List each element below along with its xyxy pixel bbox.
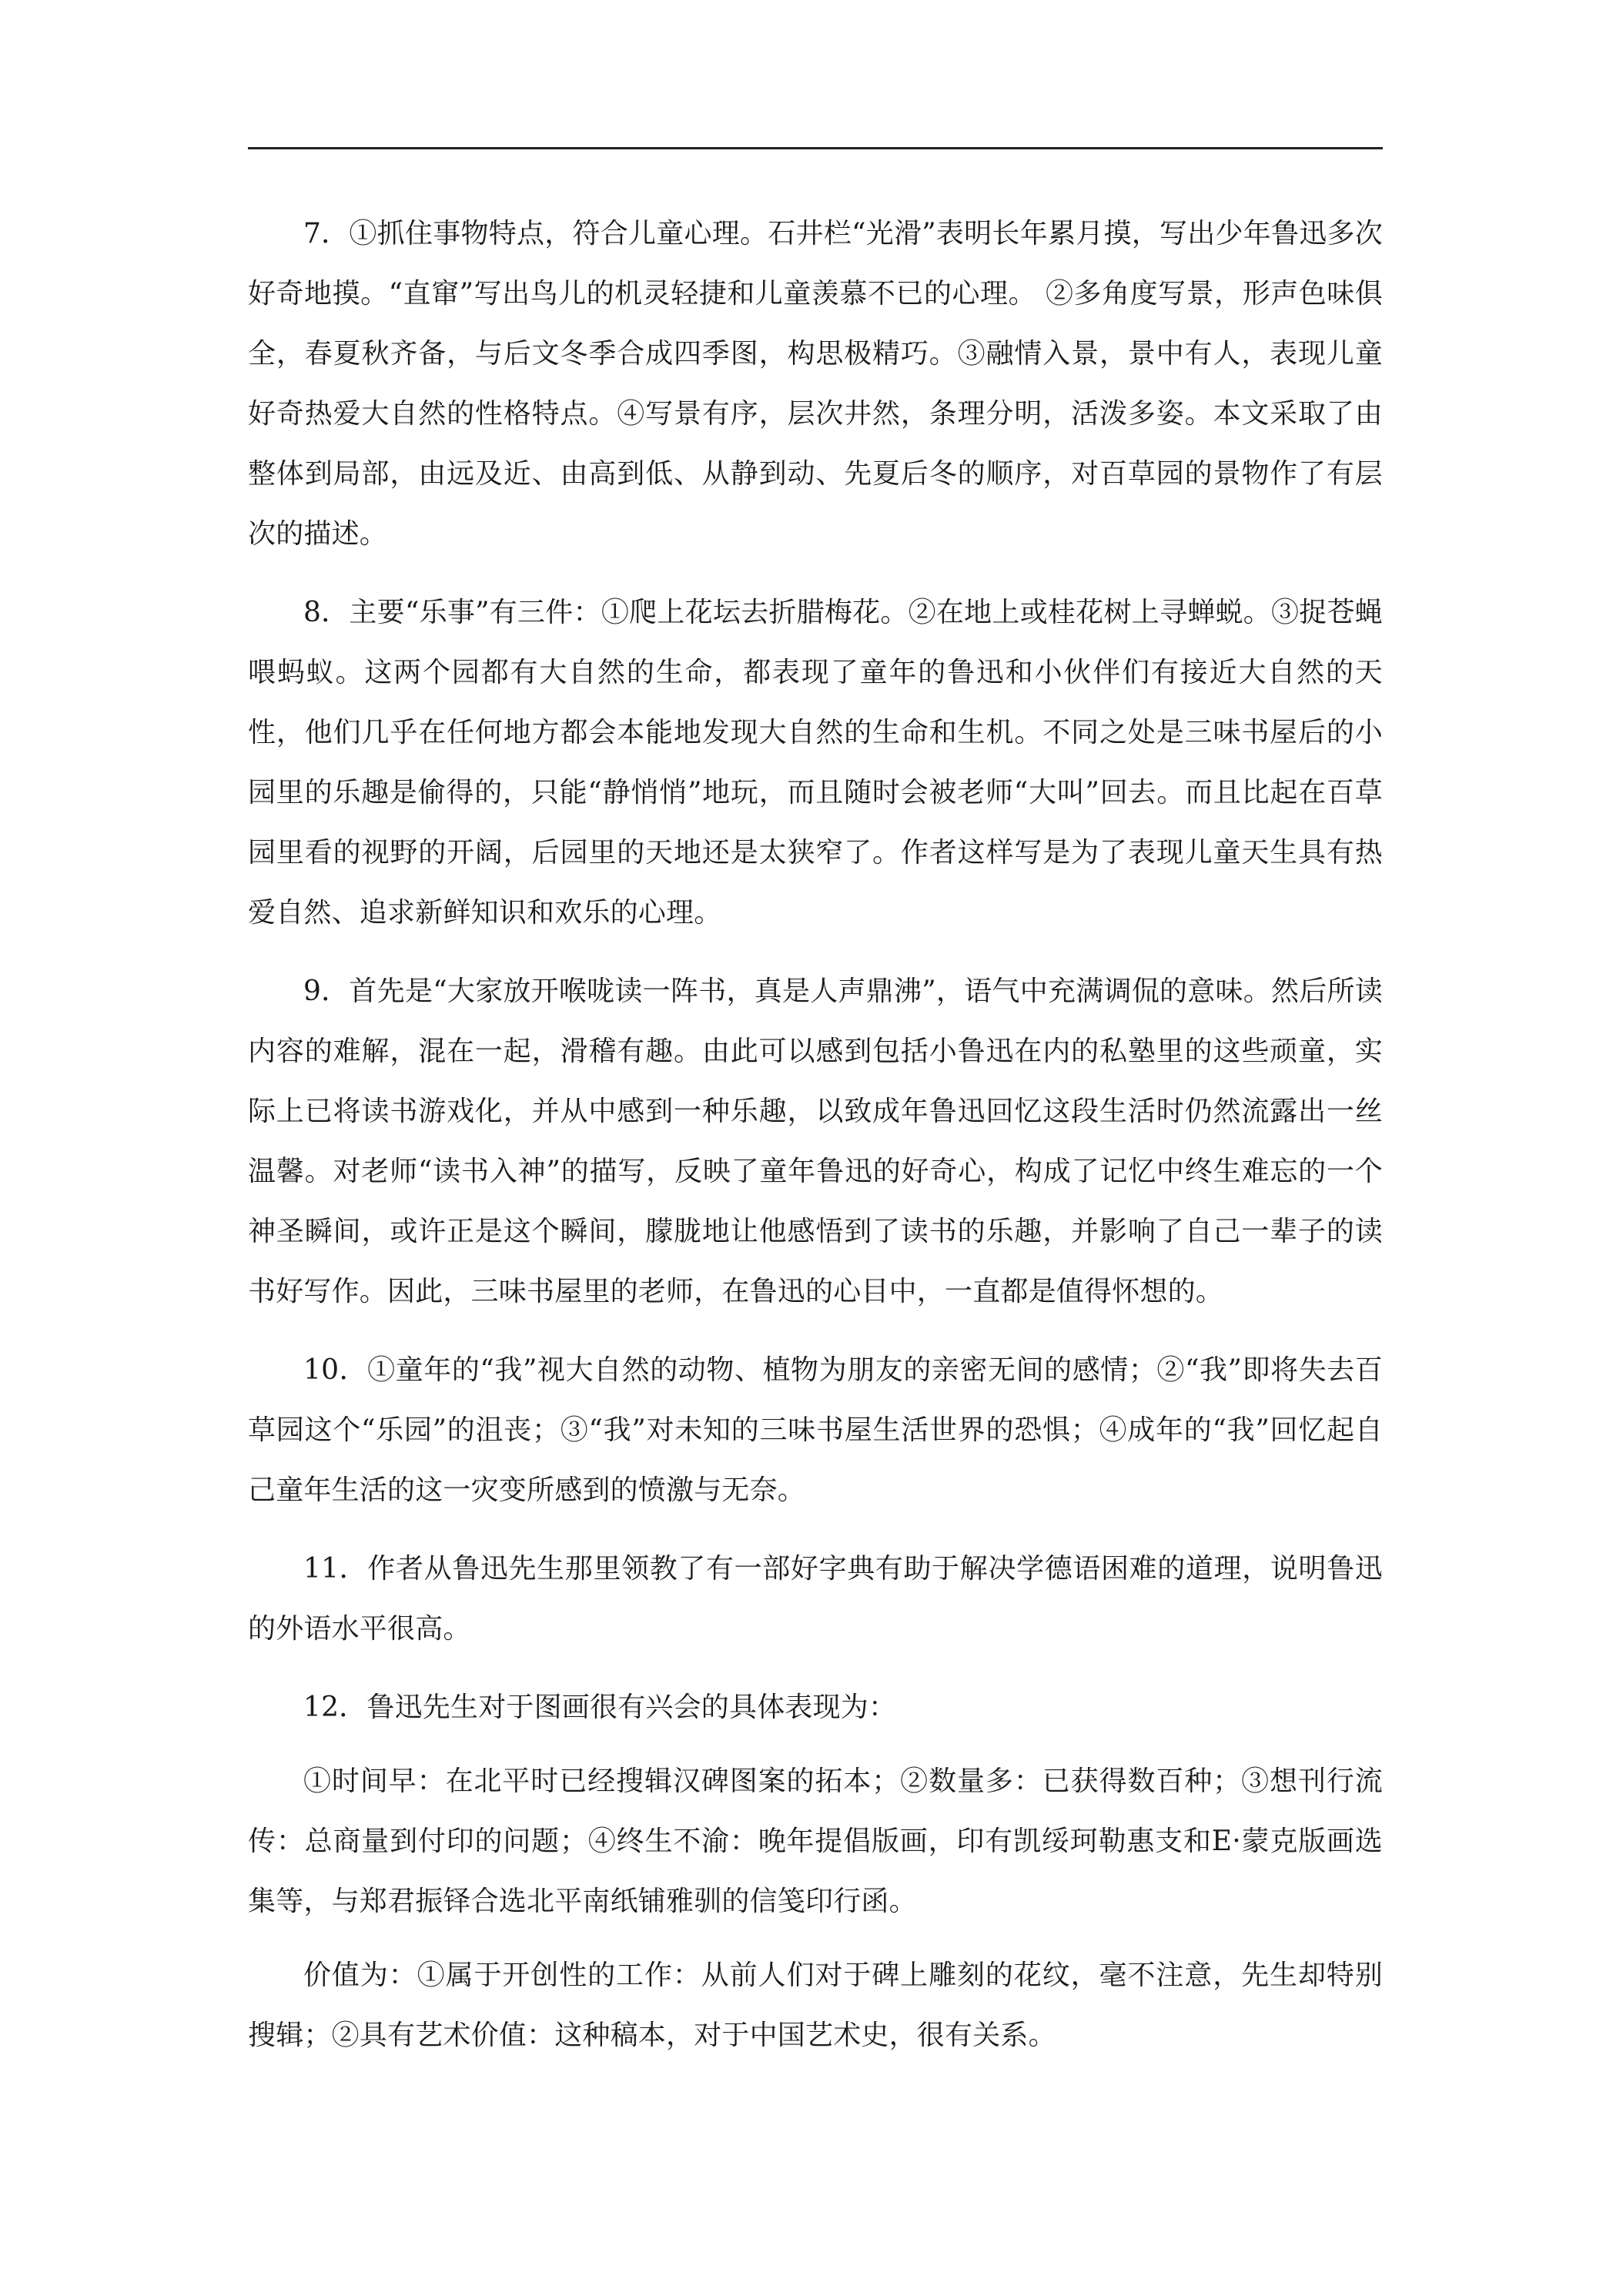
answer-content xyxy=(248,204,1383,2084)
answer-paragraph-7: 7．①抓住事物特点，符合儿童心理。石井栏“光滑”表明长年累月摸，写出少年鲁迅多次好奇地摸。“直窜”写出鸟儿的机灵轻捷和儿童羡慕不已的心理。 ②多角度写景，形声色味俱全，春夏秋齐备，与后文冬季合成四季图，构思极精巧。③融情入景，景中有人，表现儿童好奇热爱大自然的性格特点。④写景有序，层次井然，条理分明，活泼多姿。本文采取了由整体到局部，由远及近、由高到低、从静到动、先夏后冬的顺序，对百草园的景物作了有层次的描述。 xyxy=(248,218,1383,550)
answer-paragraph-9: 9．首先是“大家放开喉咙读一阵书，真是人声鼎沸”，语气中充满调侃的意味。然后所读内容的难解，混在一起，滑稽有趣。由此可以感到包括小鲁迅在内的私塾里的这些顽童，实际上已将读书游戏化，并从中感到一种乐趣，以致成年鲁迅回忆这段生活时仍然流露出一丝温馨。对老师“读书入神”的描写，反映了童年鲁迅的好奇心，构成了记忆中终生难忘的一个神圣瞬间，或许正是这个瞬间，朦胧地让他感悟到了读书的乐趣，并影响了自己一辈子的读书好写作。因此，三味书屋里的老师，在鲁迅的心目中，一直都是值得怀想的。 xyxy=(248,976,1383,1307)
answer-paragraph-12-intro: 12．鲁迅先生对于图画很有兴会的具体表现为： xyxy=(303,1692,897,1723)
answer-paragraph-12-details: ①时间早：在北平时已经搜辑汉碑图案的拓本；②数量多：已获得数百种；③想刊行流传：总商量到付印的问题；④终生不渝：晚年提倡版画，印有凯绥珂勒惠支和E·蒙克版画选集等，与郑君振铎合选北平南纸铺雅驯的信笺印行函。 xyxy=(248,1766,1383,1917)
answer-paragraph-10: 10．①童年的“我”视大自然的动物、植物为朋友的亲密无间的感情；②“我”即将失去百草园这个“乐园”的沮丧；③“我”对未知的三味书屋生活世界的恐惧；④成年的“我”回忆起自己童年生活的这一灾变所感到的愤激与无奈。 xyxy=(248,1354,1383,1506)
answer-paragraph-8: 8．主要“乐事”有三件：①爬上花坛去折腊梅花。②在地上或桂花树上寻蝉蜕。③捉苍蝇喂蚂蚁。这两个园都有大自然的生命，都表现了童年的鲁迅和小伙伴们有接近大自然的天性，他们几乎在任何地方都会本能地发现大自然的生命和生机。不同之处是三味书屋后的小园里的乐趣是偷得的，只能“静悄悄”地玩，而且随时会被老师“大叫”回去。而且比起在百草园里看的视野的开阔，后园里的天地还是太狭窄了。作者这样写是为了表现儿童天生具有热爱自然、追求新鲜知识和欢乐的心理。 xyxy=(248,597,1383,929)
answer-paragraph-11: 11．作者从鲁迅先生那里领教了有一部好字典有助于解决学德语困难的道理，说明鲁迅的外语水平很高。 xyxy=(248,1553,1383,1645)
answer-paragraph-12-value: 价值为：①属于开创性的工作：从前人们对于碑上雕刻的花纹，毫不注意，先生却特别搜辑；②具有艺术价值：这种稿本，对于中国艺术史，很有关系。 xyxy=(248,1960,1383,2051)
header-rule xyxy=(248,147,1383,149)
